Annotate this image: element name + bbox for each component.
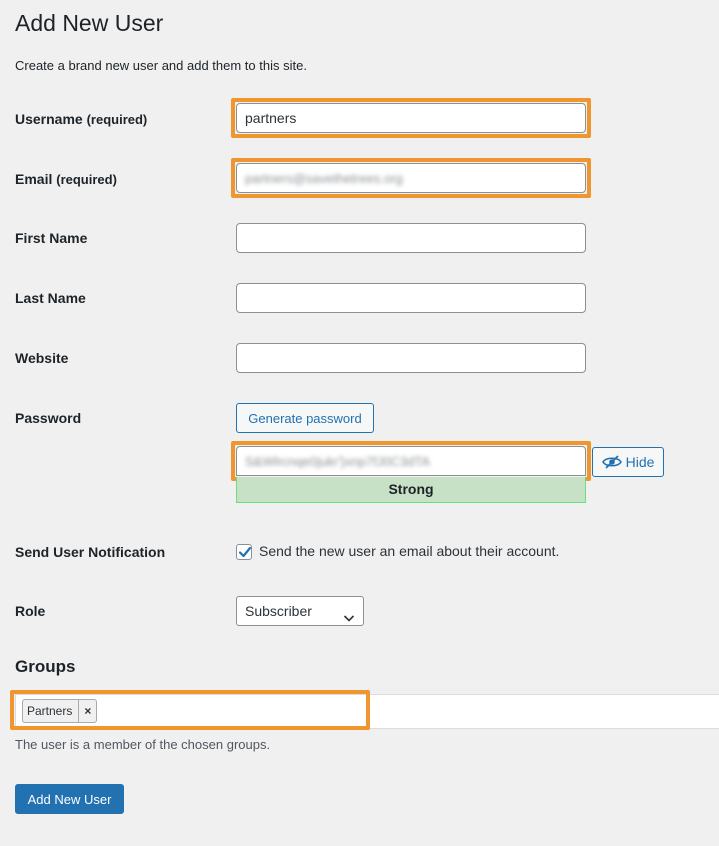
generate-password-button[interactable]: Generate password [236, 403, 374, 433]
role-selected-value: Subscriber [245, 603, 312, 619]
password-value: S&Wlrcnqe0jukr'}xnp7fJ0C3dTA [245, 454, 431, 469]
eye-slash-icon [602, 454, 622, 470]
email-label: Email (required) [15, 171, 117, 187]
remove-tag-icon[interactable]: × [78, 700, 96, 722]
first-name-label: First Name [15, 230, 88, 246]
hide-password-button[interactable]: Hide [592, 447, 664, 477]
username-input[interactable]: partners [236, 103, 586, 133]
last-name-label: Last Name [15, 290, 86, 306]
notification-checkbox-text[interactable]: Send the new user an email about their account. [259, 543, 560, 559]
email-input[interactable] [236, 163, 586, 193]
website-label: Website [15, 350, 69, 366]
add-new-user-button[interactable]: Add New User [15, 784, 124, 814]
password-input[interactable] [236, 446, 586, 476]
page-description: Create a brand new user and add them to this site. [15, 58, 307, 73]
notification-label: Send User Notification [15, 544, 166, 560]
first-name-input[interactable] [236, 223, 586, 253]
page-title: Add New User [15, 10, 164, 36]
username-label: Username (required) [15, 111, 148, 127]
role-label: Role [15, 603, 46, 619]
chevron-down-icon [343, 605, 355, 633]
last-name-input[interactable] [236, 283, 586, 313]
website-input[interactable] [236, 343, 586, 373]
password-label: Password [15, 410, 82, 426]
password-strength-meter: Strong [236, 477, 586, 503]
checkmark-icon [238, 545, 252, 564]
groups-heading: Groups [15, 657, 76, 676]
email-value: partners@savethetrees.org [245, 171, 403, 186]
group-tag-partners: Partners × [22, 699, 97, 723]
notification-checkbox[interactable] [236, 544, 252, 560]
role-select[interactable] [236, 596, 364, 626]
groups-description: The user is a member of the chosen groups. [15, 737, 271, 752]
